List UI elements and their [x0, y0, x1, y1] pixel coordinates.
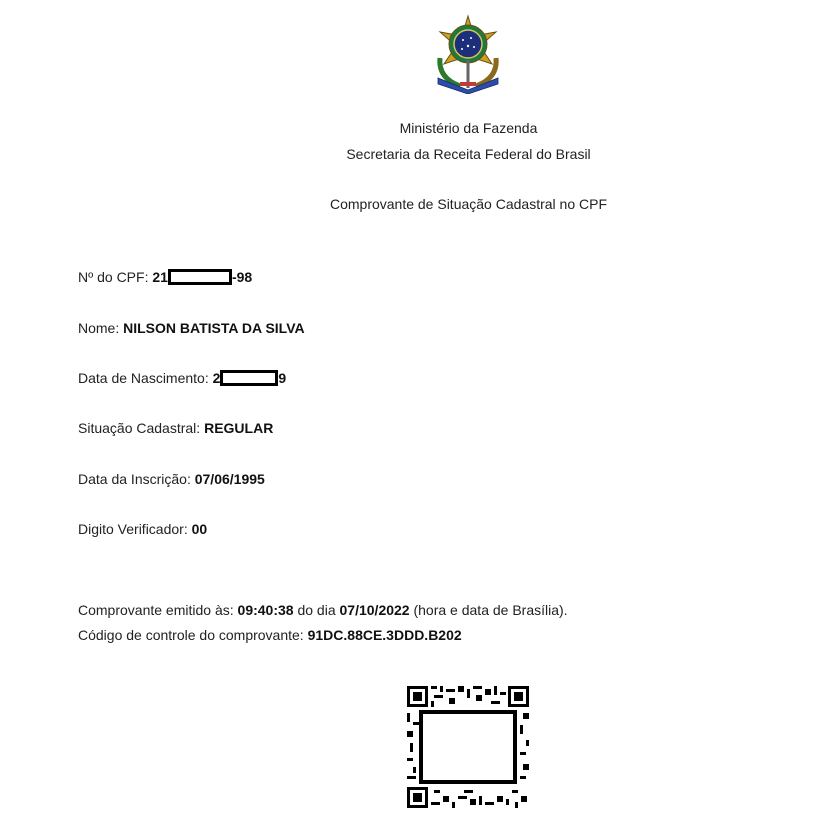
data-nascimento-suffix: 9 — [278, 370, 287, 386]
control-code-value: 91DC.88CE.3DDD.B202 — [307, 627, 462, 643]
digito-label: Digito Verificador: — [78, 521, 192, 537]
document-title: Comprovante de Situação Cadastral no CPF — [329, 196, 608, 212]
data-inscricao-value: 07/06/1995 — [194, 471, 265, 487]
brazil-coat-of-arms-icon — [430, 14, 506, 94]
digito-verificador-field — [78, 521, 207, 537]
brasilia-note: (hora e data de Brasília). — [409, 602, 568, 618]
emission-date: 07/10/2022 — [339, 602, 410, 618]
emission-time: 09:40:38 — [237, 602, 294, 618]
redaction-box — [220, 370, 278, 386]
control-code-line — [78, 627, 462, 643]
data-nascimento-field — [78, 370, 286, 386]
codigo-label: Código de controle do comprovante: — [78, 627, 308, 643]
qr-code-icon — [407, 686, 529, 808]
emission-line — [78, 602, 568, 618]
emitido-label: Comprovante emitido às: — [78, 602, 238, 618]
ministry-heading: Ministério da Fazenda — [399, 120, 538, 136]
situacao-cadastral-field — [78, 420, 273, 436]
nome-field — [78, 320, 305, 336]
nome-label: Nome: — [78, 320, 124, 336]
nome-value: NILSON BATISTA DA SILVA — [123, 320, 305, 336]
digito-value: 00 — [191, 521, 208, 537]
data-inscricao-label: Data da Inscrição: — [78, 471, 195, 487]
secretariat-heading: Secretaria da Receita Federal do Brasil — [346, 146, 591, 162]
redaction-box — [168, 269, 232, 285]
cpf-value-prefix: 21 — [152, 269, 168, 285]
data-nascimento-prefix: 2 — [212, 370, 221, 386]
cpf-label: Nº do CPF: — [78, 269, 153, 285]
do-dia-text: do dia — [293, 602, 340, 618]
situacao-label: Situação Cadastral: — [78, 420, 205, 436]
cpf-field — [78, 269, 252, 285]
situacao-value: REGULAR — [204, 420, 274, 436]
data-nascimento-label: Data de Nascimento: — [78, 370, 213, 386]
cpf-value-suffix: -98 — [231, 269, 253, 285]
data-inscricao-field — [78, 471, 265, 487]
